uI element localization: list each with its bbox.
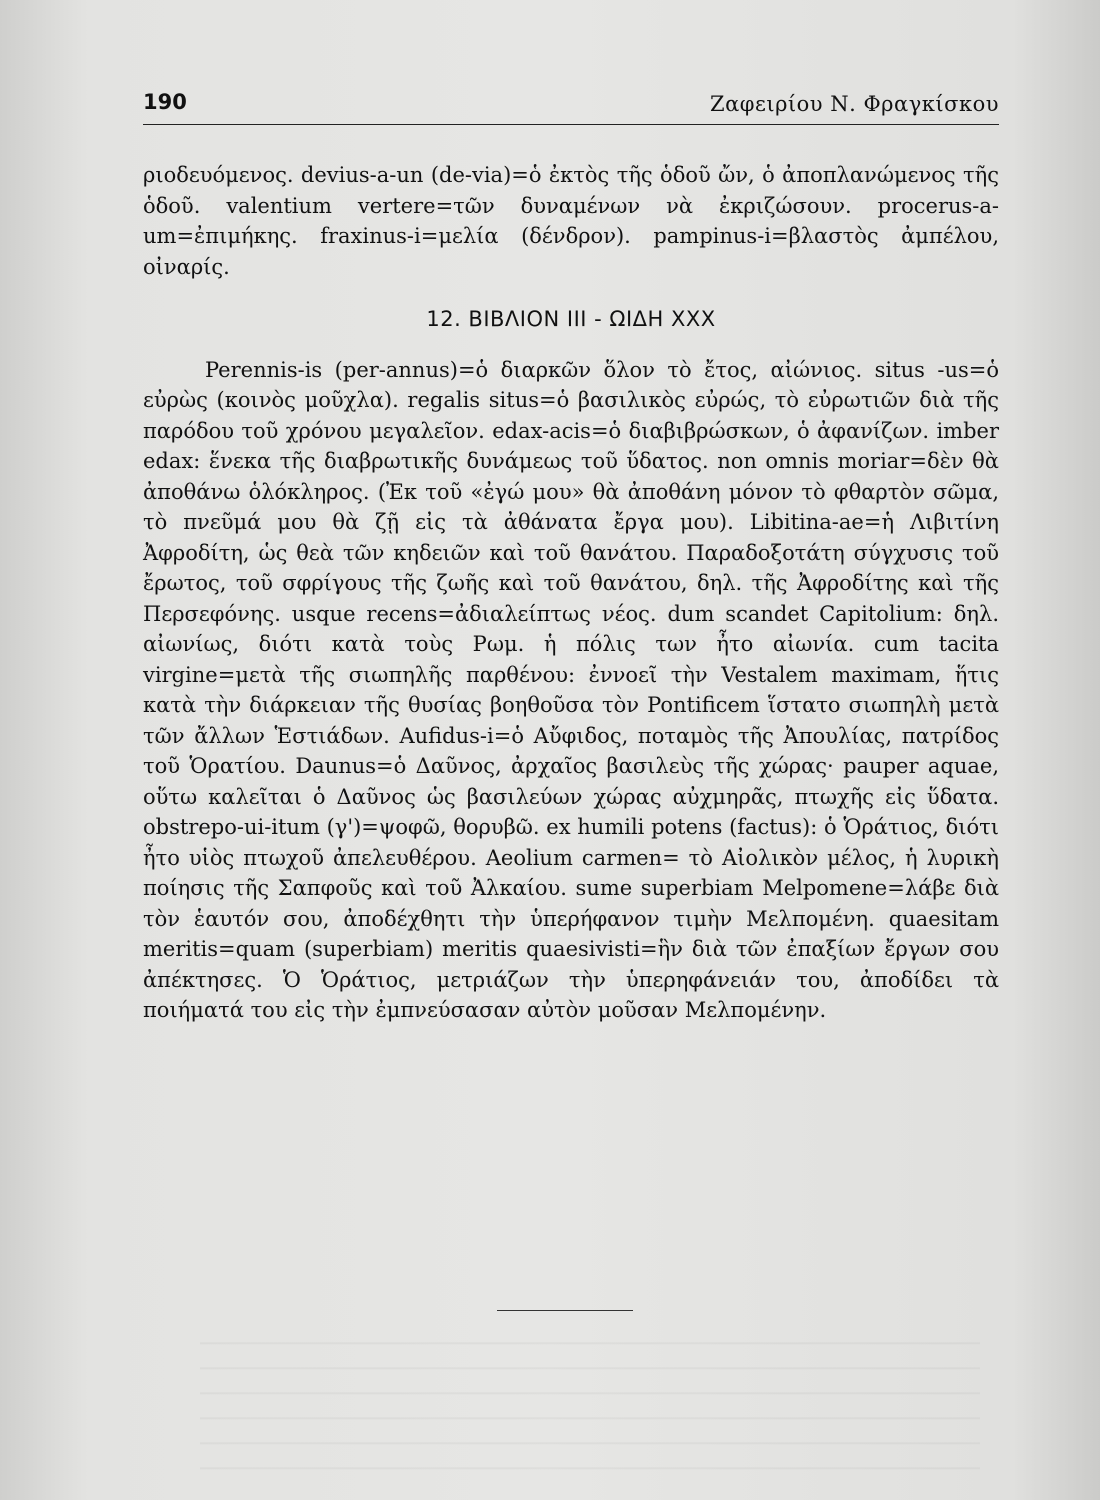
page-number: 190: [143, 90, 187, 114]
page-body: [143, 160, 999, 1026]
show-through-texture: [200, 1320, 980, 1470]
first-paragraph: ριοδευόμενος. devius-a-un (de-via)=ὁ ἐκτὸς τῆς ὁδοῦ ὤν, ὁ ἀποπλανώμενος τῆς ὁδοῦ. valentium vertere=τῶν δυναμένων νὰ ἐκριζώσουν. procerus-a-um=ἐπιμήκης. fraxinus-i=μελία (δένδρον). pampinus-i=βλαστὸς ἀμπέλου, οἰναρίς.: [143, 163, 999, 279]
end-rule: [497, 1310, 633, 1311]
section-heading: 12. ΒΙΒΛΙΟΝ ΙΙΙ - ΩΙΔΗ XXX: [426, 307, 716, 331]
commentary-paragraph: Perennis-is (per-annus)=ὁ διαρκῶν ὅλον τὸ ἔτος, αἰώνιος. situs -us=ὁ εὐρὼς (κοινὸς μοῦχλα). regalis situs=ὁ βασιλικὸς εὐρώς, τὸ εὐρωτιῶν διὰ τῆς παρόδου τοῦ χρόνου μεγαλεῖον. edax-acis=ὁ διαβιβρώσκων, ὁ ἀφανίζων. imber edax: ἕνεκα τῆς διαβρωτικῆς δυνάμεως τοῦ ὕδατος. non omnis moriar=δὲν θὰ ἀποθάνω ὁλόκληρος. (Ἐκ τοῦ «ἐγώ μου» θὰ ἀποθάνη μόνον τὸ φθαρτὸν σῶμα, τὸ πνεῦμά μου θὰ ζῇ εἰς τὰ ἀθάνατα ἔργα μου). Libitina-ae=ἡ Λιβιτίνη Ἀφροδίτη, ὡς θεὰ τῶν κηδειῶν καὶ τοῦ θανάτου. Παραδοξοτάτη σύγχυσις τοῦ ἔρωτος, τοῦ σφρίγους τῆς ζωῆς καὶ τοῦ θανάτου, δηλ. τῆς Ἀφροδίτης καὶ τῆς Περσεφόνης. usque recens=ἀδιαλείπτως νέος. dum scandet Capitolium: δηλ. αἰωνίως, διότι κατὰ τοὺς Ρωμ. ἡ πόλις των ἦτο αἰωνία. cum tacita virgine=μετὰ τῆς σιωπηλῆς παρθένου: ἐννοεῖ τὴν Vestalem maximam, ἥτις κατὰ τὴν διάρκειαν τῆς θυσίας βοηθοῦσα τὸν Pontificem ἵστατο σιωπηλὴ μετὰ τῶν ἄλλων Ἑστιάδων. Aufidus-i=ὁ Αὔφιδος, ποταμὸς τῆς Ἀπουλίας, πατρίδος τοῦ Ὁρατίου. Daunus=ὁ Δαῦνος, ἀρχαῖος βασιλεὺς τῆς χώρας· pauper aquae, οὕτω καλεῖται ὁ Δαῦνος ὡς βασιλεύων χώρας αὐχμηρᾶς, πτωχῆς εἰς ὕδατα. obstrepo-ui-itum (γ')=ψοφῶ, θορυβῶ. ex humili potens (factus): ὁ Ὁράτιος, διότι ἦτο υἱὸς πτωχοῦ ἀπελευθέρου. Aeolium carmen= τὸ Αἰολικὸν μέλος, ἡ λυρικὴ ποίησις τῆς Σαπφοῦς καὶ τοῦ Ἀλκαίου. sume superbiam Melpomene=λάβε διὰ τὸν ἑαυτόν σου, ἀποδέχθητι τὴν ὑπερήφανον τιμὴν Μελπομένη. quaesitam meritis=quam (superbiam) meritis quaesivisti=ἣν διὰ τῶν ἐπαξίων ἔργων σου ἀπέκτησες. Ὁ Ὁράτιος, μετριάζων τὴν ὑπερηφάνειάν του, ἀποδίδει τὰ ποιήματά του εἰς τὴν ἐμπνεύσασαν αὐτὸν μοῦσαν Μελπομένην.: [143, 357, 999, 1022]
running-head: [143, 90, 999, 125]
running-head-author: Ζαφειρίου Ν. Φραγκίσκου: [709, 92, 999, 116]
